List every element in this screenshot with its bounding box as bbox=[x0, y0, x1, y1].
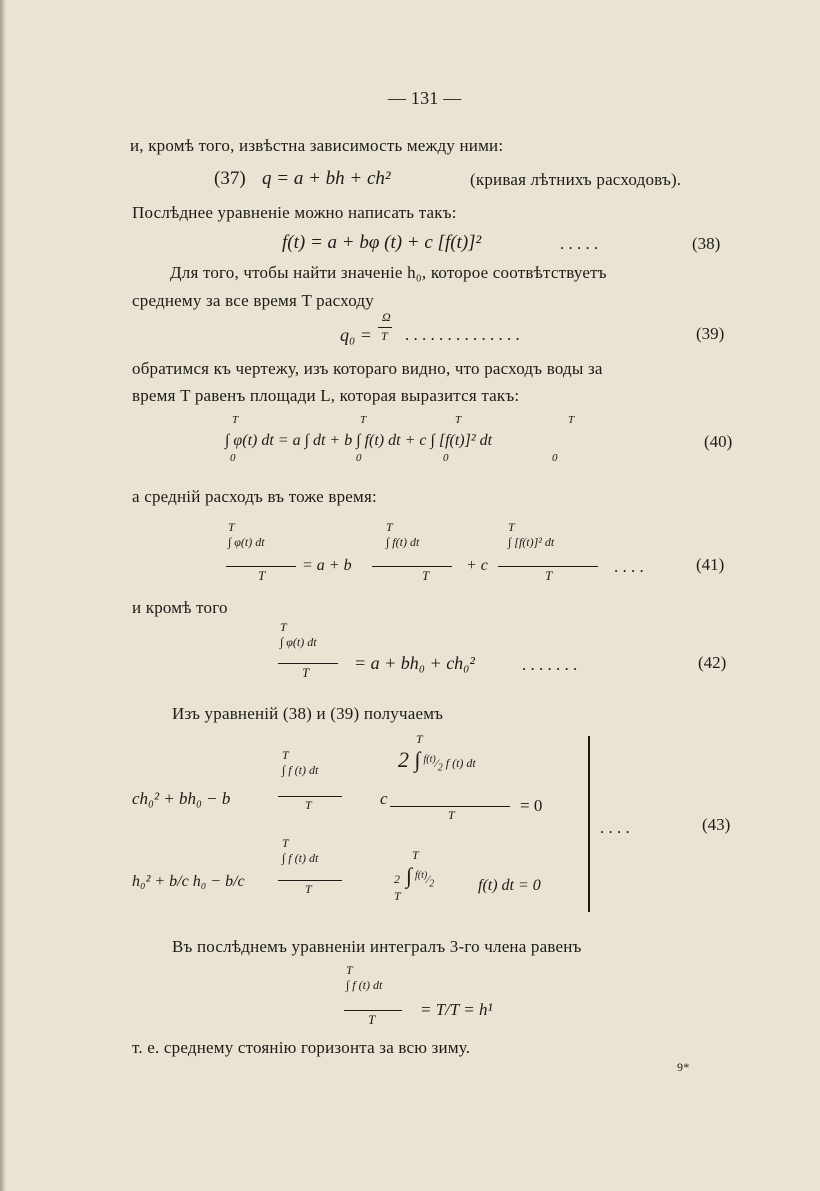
text-line-1: и, кромѣ того, извѣстна зависимость между ними: bbox=[130, 136, 504, 155]
eq43-dots: . . . . bbox=[600, 818, 630, 837]
text-line-19: т. е. среднему стоянію горизонта за всю зиму. bbox=[132, 1038, 471, 1057]
text-line-15: Изъ уравненій (38) и (39) получаемъ bbox=[172, 704, 444, 723]
eq43-row2-int1: T ∫ f (t) dt bbox=[282, 836, 319, 865]
eq41-bar-3 bbox=[498, 566, 598, 567]
eq38-dots: . . . . . bbox=[560, 234, 599, 253]
eq38-number: (38) bbox=[692, 234, 721, 253]
eq41-dots: . . . . bbox=[614, 557, 644, 576]
eq43-row2-int2: T 2 ∫ $^{f(t)}⁄_2$ T bbox=[394, 848, 435, 904]
eq42-den: T bbox=[302, 665, 310, 680]
eq39-fraction-bar bbox=[378, 327, 392, 328]
eq43-brace bbox=[588, 736, 590, 912]
eq37-formula: q = a + bh + ch² bbox=[262, 168, 391, 189]
eq43-row1: ch₀² + bh₀ − b bbox=[132, 789, 231, 808]
eq41-term3-den: T bbox=[545, 568, 553, 583]
eq42-dots: . . . . . . . bbox=[522, 655, 578, 674]
eq40-formula: ∫ φ(t) dt = a ∫ dt + b ∫ f(t) dt + c ∫ [f(t)]² dt bbox=[225, 432, 493, 449]
eq41-mid: = a + b bbox=[302, 557, 352, 574]
eq40-number: (40) bbox=[704, 432, 733, 451]
eq43-row1-end: = 0 bbox=[520, 796, 543, 815]
eq39-number: (39) bbox=[696, 324, 725, 343]
eq39-dots: . . . . . . . . . . . . . . bbox=[405, 325, 520, 344]
text-line-11: а среднiй расходъ въ тоже время: bbox=[132, 487, 377, 506]
text-line-8: обратимся къ чертежу, изъ котораго видно, что расходъ воды за bbox=[132, 359, 603, 378]
eq39-denominator: T bbox=[381, 329, 388, 343]
signature-mark: 9* bbox=[677, 1060, 690, 1074]
eq43-row2-bar1 bbox=[278, 880, 342, 881]
text-line-6: среднему за все время T расходу bbox=[132, 291, 374, 310]
eq40-limit-lower-2: 0 bbox=[356, 452, 362, 464]
eq43-row1-den1: T bbox=[305, 798, 312, 812]
eq41-bar-2 bbox=[372, 566, 452, 567]
eq41-term2-top: T ∫ f(t) dt bbox=[386, 520, 420, 549]
eq44-den: T bbox=[368, 1012, 376, 1027]
eq37-note: (кривая лѣтнихъ расходовъ). bbox=[470, 170, 682, 189]
text-line-3: Послѣднее уравненіе можно написать такъ: bbox=[132, 203, 457, 222]
eq40-limit-lower-1: 0 bbox=[230, 452, 236, 464]
eq44-top: T ∫ f (t) dt bbox=[346, 963, 383, 992]
eq43-row1-bar1 bbox=[278, 796, 342, 797]
text-line-9: время T равенъ площади L, которая выразится такъ: bbox=[132, 386, 520, 405]
eq42-bar bbox=[278, 663, 338, 664]
eq43-row1-int2: T 2 ∫ $^{f(t)}⁄_2$ f (t) dt bbox=[398, 732, 476, 774]
eq40-limit-upper-4: T bbox=[568, 414, 575, 426]
eq41-number: (41) bbox=[696, 555, 725, 574]
eq42-rhs: = a + bh₀ + ch₀² bbox=[354, 653, 475, 673]
eq42-top: T ∫ φ(t) dt bbox=[280, 620, 317, 649]
eq41-term1-top: T ∫ φ(t) dt bbox=[228, 520, 265, 549]
eq43-row2-end: f(t) dt = 0 bbox=[478, 877, 541, 894]
eq43-row1-den2: T bbox=[448, 808, 455, 822]
text-line-13: и кромѣ того bbox=[132, 598, 228, 617]
eq44-rhs: = T/T = h¹ bbox=[420, 1000, 493, 1019]
eq41-term2-den: T bbox=[422, 568, 430, 583]
eq43-row1-int1: T ∫ f (t) dt bbox=[282, 748, 319, 777]
eq39-lhs: q₀ = bbox=[340, 325, 372, 345]
eq41-bar-1 bbox=[226, 566, 296, 567]
eq43-row1-bar2 bbox=[390, 806, 510, 807]
text-line-5: Для того, чтобы найти значеніе h₀, которое соотвѣтствуетъ bbox=[170, 263, 607, 282]
eq41-plus-c: + c bbox=[466, 557, 488, 574]
eq44-bar bbox=[344, 1010, 402, 1011]
page-edge bbox=[0, 0, 6, 1191]
eq40-limit-upper-3: T bbox=[455, 414, 462, 426]
eq40-limit-lower-3: 0 bbox=[443, 452, 449, 464]
eq42-number: (42) bbox=[698, 653, 727, 672]
eq40-limit-lower-4: 0 bbox=[552, 452, 558, 464]
eq43-row2: h₀² + b/c h₀ − b/c bbox=[132, 873, 245, 890]
eq38-formula: f(t) = a + bφ (t) + c [f(t)]² bbox=[282, 232, 482, 253]
eq40-limit-upper-1: T bbox=[232, 414, 239, 426]
eq43-row1-mid: c bbox=[380, 789, 388, 808]
text-line-17: Въ послѣднемъ уравненіи интегралъ 3-го члена равенъ bbox=[172, 937, 582, 956]
eq43-number: (43) bbox=[702, 815, 731, 834]
eq41-term1-den: T bbox=[258, 568, 266, 583]
eq43-row2-den1: T bbox=[305, 882, 312, 896]
eq37-number: (37) bbox=[214, 168, 246, 189]
eq39-numerator: Ω bbox=[382, 310, 391, 324]
page-number: — 131 — bbox=[388, 88, 462, 108]
eq40-limit-upper-2: T bbox=[360, 414, 367, 426]
eq41-term3-top: T ∫ [f(t)]² dt bbox=[508, 520, 555, 549]
